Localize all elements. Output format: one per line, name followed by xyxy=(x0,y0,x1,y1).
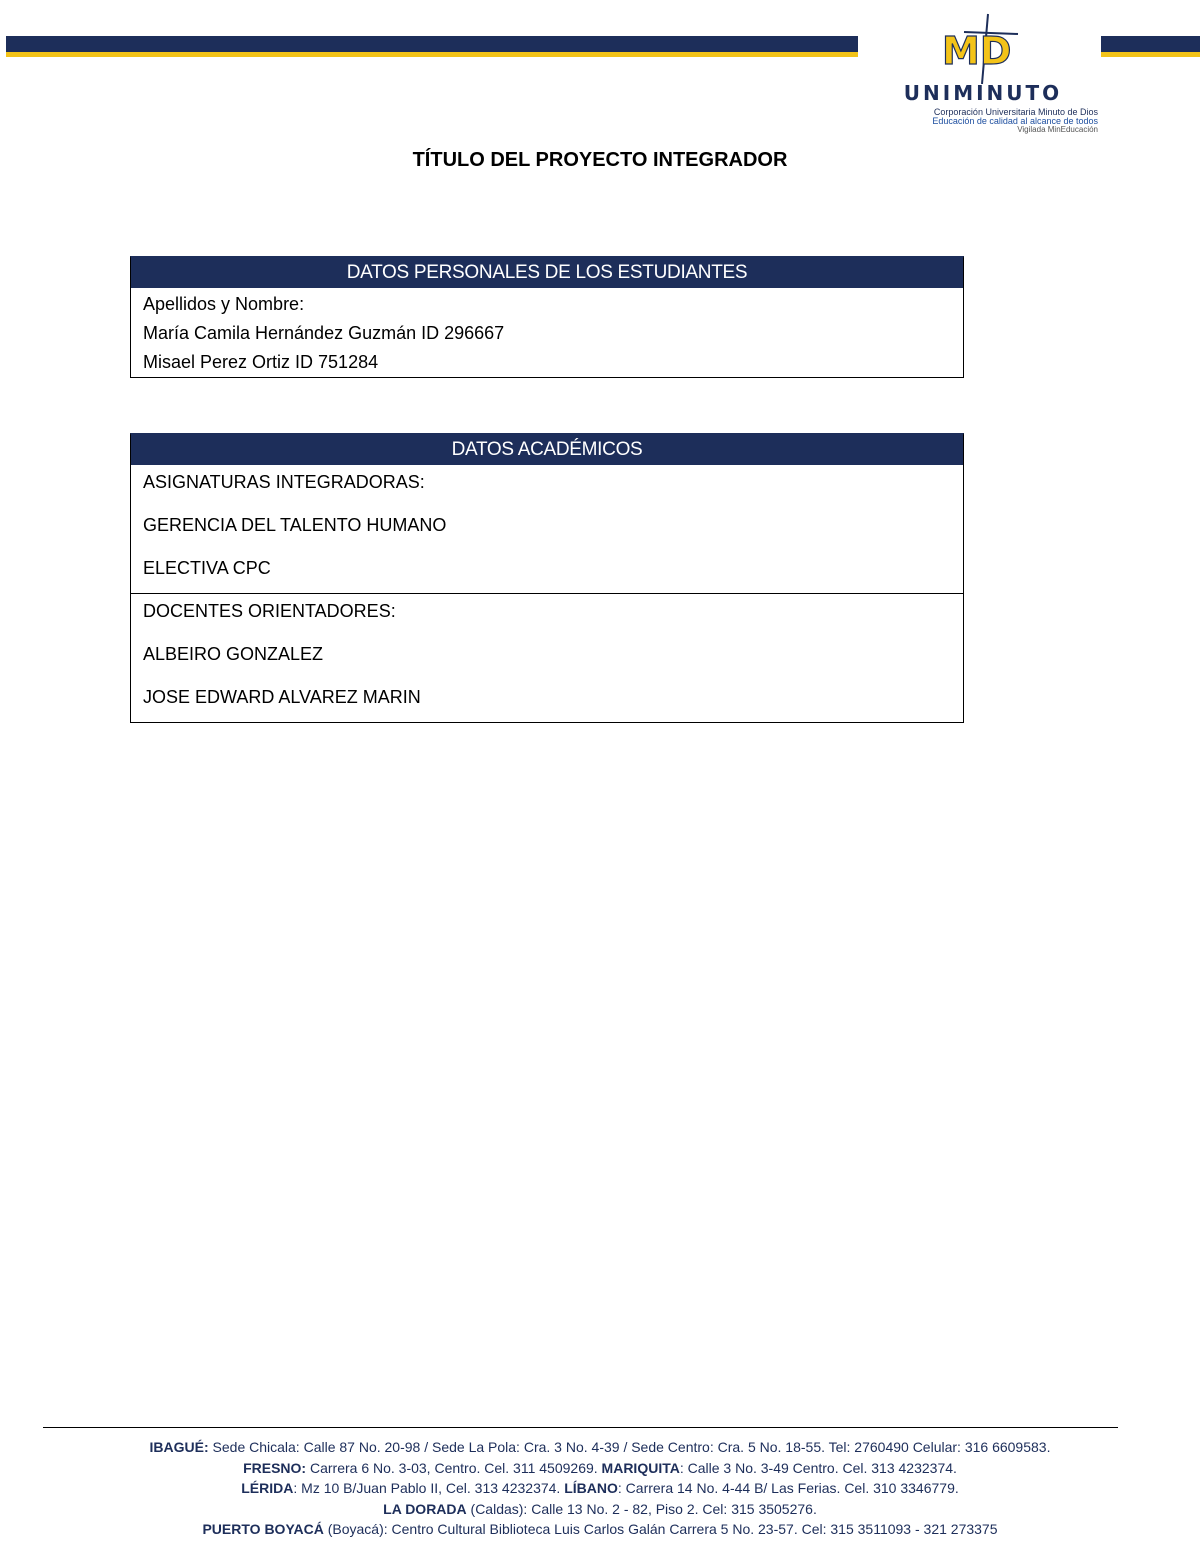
footer-city: LÍBANO xyxy=(564,1480,618,1496)
footer-line-la-dorada xyxy=(0,1499,1200,1520)
footer-address: : Calle 3 No. 3-49 Centro. Cel. 313 4232374. xyxy=(679,1459,957,1476)
subjects-label: ASIGNATURAS INTEGRADORAS: xyxy=(143,472,425,492)
subjects-cell xyxy=(131,465,963,593)
teacher-item: JOSE EDWARD ALVAREZ MARIN xyxy=(143,687,421,707)
academic-data-table xyxy=(130,433,964,723)
footer-address: : Carrera 14 No. 4-44 B/ Las Ferias. Cel. 310 3346779. xyxy=(617,1480,959,1496)
footer-line-fresno-mariquita xyxy=(0,1458,1200,1479)
footer-line-ibague xyxy=(0,1437,1200,1458)
logo-tagline-vigilada: Vigilada MinEducación xyxy=(1017,125,1098,134)
footer-city: LA DORADA xyxy=(383,1500,467,1517)
personal-data-table xyxy=(130,256,964,378)
subject-item: GERENCIA DEL TALENTO HUMANO xyxy=(143,515,447,535)
personal-data-cell xyxy=(131,288,963,377)
footer-line-puerto-boyaca xyxy=(0,1519,1200,1540)
logo-tagline-institution: Corporación Universitaria Minuto de Dios xyxy=(933,107,1098,117)
subject-item: ELECTIVA CPC xyxy=(143,558,271,578)
names-label: Apellidos y Nombre: xyxy=(143,294,305,314)
md-cross-logo-icon xyxy=(938,12,1028,84)
teachers-label: DOCENTES ORIENTADORES: xyxy=(143,601,396,621)
footer-address: Carrera 6 No. 3-03, Centro. Cel. 311 4509269. xyxy=(306,1459,602,1476)
footer-address: Sede Chicala: Calle 87 No. 20-98 / Sede La Pola: Cra. 3 No. 4-39 / Sede Centro: Cra. 5 No. 18-55. Tel: 2760490 Celular: 316 6609583. xyxy=(208,1439,1051,1455)
student-entry: María Camila Hernández Guzmán ID 296667 xyxy=(143,323,505,343)
academic-data-header: DATOS ACADÉMICOS xyxy=(131,435,963,465)
footer-city: IBAGUÉ: xyxy=(149,1439,209,1455)
logo-mark-text: MD xyxy=(942,29,1012,73)
personal-data-header: DATOS PERSONALES DE LOS ESTUDIANTES xyxy=(131,258,963,288)
teachers-cell xyxy=(131,593,963,722)
footer-line-lerida-libano xyxy=(0,1478,1200,1499)
logo-wordmark: UNIMINUTO xyxy=(903,81,1063,105)
footer-city: MARIQUITA xyxy=(601,1459,680,1476)
header-stripe-right xyxy=(1101,36,1200,52)
uniminuto-logo xyxy=(868,12,1100,134)
logo-tagline-slogan: Educación de calidad al alcance de todos xyxy=(932,116,1098,126)
footer-city: FRESNO: xyxy=(243,1459,307,1476)
footer-addresses xyxy=(0,1437,1200,1540)
header-stripe-left xyxy=(6,36,858,52)
teacher-item: ALBEIRO GONZALEZ xyxy=(143,644,324,664)
footer-address: (Caldas): Calle 13 No. 2 - 82, Piso 2. Cel: 315 3505276. xyxy=(466,1500,817,1517)
student-entry: Misael Perez Ortiz ID 751284 xyxy=(143,352,379,372)
footer-divider xyxy=(43,1427,1118,1428)
footer-city: LÉRIDA xyxy=(241,1480,294,1496)
footer-city: PUERTO BOYACÁ xyxy=(202,1521,324,1537)
footer-address: (Boyacá): Centro Cultural Biblioteca Luis Carlos Galán Carrera 5 No. 23-57. Cel: 315 3511093 - 321 273375 xyxy=(323,1521,998,1537)
document-title: TÍTULO DEL PROYECTO INTEGRADOR xyxy=(412,149,788,171)
footer-address: : Mz 10 B/Juan Pablo II, Cel. 313 4232374. xyxy=(293,1480,565,1496)
